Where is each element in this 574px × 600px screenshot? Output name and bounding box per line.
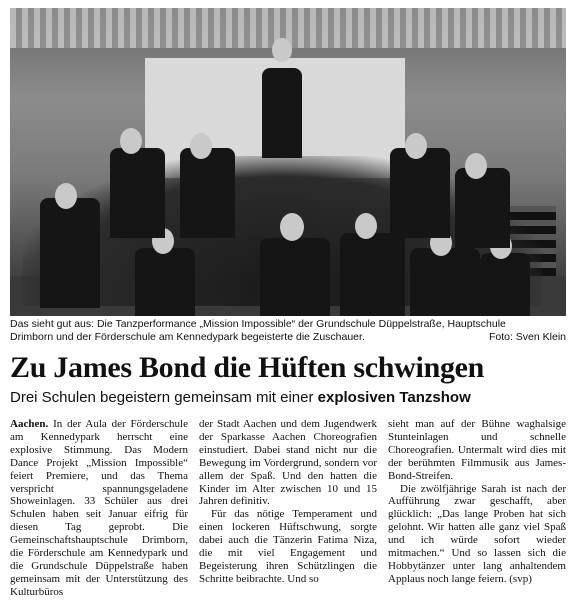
caption-line-2: Drimborn und der Förderschule am Kennedypark begeisterte die Zuschauer. (10, 331, 365, 343)
dancer-head (355, 213, 377, 239)
photo-credit: Foto: Sven Klein (488, 331, 566, 343)
dancer-figure (390, 148, 450, 238)
dancer-head (120, 128, 142, 154)
dancer-head (280, 213, 304, 241)
subhead-bold: explosiven Tanzshow (317, 389, 471, 406)
subhead-lead: Drei Schulen begeistern gemeinsam mit einer (10, 389, 318, 406)
dancer-head (465, 153, 487, 179)
column-3-paragraph-2: Die zwölfjährige Sarah ist nach der Aufführung zwar geschafft, aber glücklich: „Das lange Proben hat sich gelohnt. Wir hatten alle ganz viel Spaß und ich würde sofort wieder mitmachen.“ Und so lassen sich die Hobbytänzer unter lang anhaltendem Applaus noch lange feiern. (388, 482, 566, 585)
column-2-paragraph-1: der Stadt Aachen und dem Jugendwerk der Sparkasse Aachen Choreografien einstudiert. Dabei stand nicht nur die Bewegung im Vordergrund, sondern vor allem der Spaß. Und den hatten die Kinder im Alter zwischen 10 und 15 Jahren definitiv. (199, 418, 377, 508)
author-signature: (svp) (509, 572, 532, 585)
article-photo (10, 8, 566, 316)
dancer-head (272, 38, 292, 62)
column-2-paragraph-2: Für das nötige Temperament und einen lockeren Hüftschwung, sorgte dabei auch die Tänzerin Fatima Niza, die mit viel Engagement und Begeisterung ihren Schützlingen die Schritte beibrachte. Und so (199, 508, 377, 585)
dancer-head (405, 133, 427, 159)
photo-caption (10, 318, 566, 344)
article-column-3 (388, 418, 566, 598)
article-headline: Zu James Bond die Hüften schwingen (10, 351, 485, 384)
dancer-figure (455, 168, 510, 248)
article-column-1 (10, 418, 188, 598)
dancer-figure (260, 238, 330, 316)
dancer-head (190, 133, 212, 159)
article-subheadline (10, 388, 566, 408)
dancer-figure (340, 233, 405, 316)
column-1-paragraph: In der Aula der Förderschule am Kennedypark herrscht eine explosive Stimmung. Das Modern Dance Projekt „Mission Impossible“ feiert Premiere, und das Thema verspricht spannungsgeladene Showeinlagen. 33 Schüler aus drei Schulen haben seit Januar eifrig für diesen Tag geprobt. Die Gemeinschaftshauptschule Drimborn, die Förderschule am Kennedypark und die Grundschule Düppelstraße haben gemeinsam mit der Unterstützung des Kulturbüros (10, 418, 188, 598)
article-body (10, 418, 566, 598)
dancer-figure (40, 198, 100, 308)
dancer-figure (180, 148, 235, 238)
dancer-figure (262, 68, 302, 158)
article-column-2 (199, 418, 377, 598)
caption-line-1: Das sieht gut aus: Die Tanzperformance „Mission Impossible“ der Grundschule Düppelstraße, Hauptschule (10, 318, 506, 330)
dancer-head (55, 183, 77, 209)
dancer-figure (135, 248, 195, 316)
dancer-figure (410, 248, 480, 316)
dateline: Aachen. (10, 418, 49, 430)
column-3-paragraph-1: sieht man auf der Bühne waghalsige Stunteinlagen und schnelle Choreografien. Untermalt wird dies mit der berühmten Filmmusik aus James-Bond-Streifen. (388, 418, 566, 482)
dancer-figure (480, 253, 530, 316)
dancer-figure (110, 148, 165, 238)
